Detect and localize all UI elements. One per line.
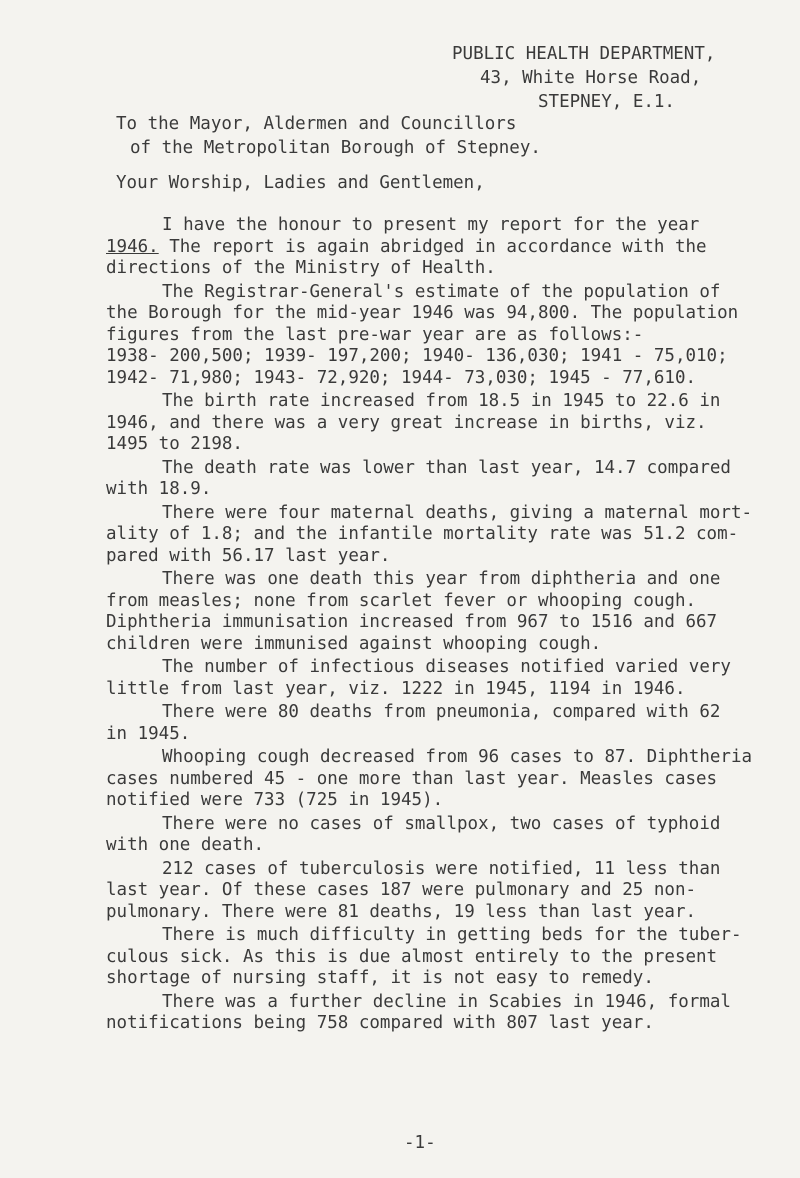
paragraph-line: notifications being 758 compared with 807 last year. [106,1013,654,1033]
paragraph-line [106,237,756,259]
paragraph-line: pulmonary. There were 81 deaths, 19 less than last year. [106,901,697,922]
paragraph-line: directions of the Ministry of Health. [106,258,496,278]
paragraph-line: The Registrar-General's estimate of the population of [162,281,721,302]
addressee-line-1: To the Mayor, Aldermen and Councillors [116,114,517,134]
paragraph [106,458,756,501]
paragraph-line: Diphtheria immunisation increased from 967 to 1516 and 667 [106,612,718,632]
paragraph [106,657,756,700]
paragraph-line: figures from the last pre-war year are as follows:- [106,324,644,345]
paragraph-line: There was one death this year from diphtheria and one [162,569,721,589]
paragraph-line: 1938- 200,500; 1939- 197,200; 1940- 136,030; 1941 - 75,010; [106,346,728,366]
paragraph-line: ality of 1.8; and the infantile mortality rate was 51.2 com- [106,524,739,544]
salutation: Your Worship, Ladies and Gentlemen, [116,173,485,193]
paragraph-line: There were four maternal deaths, giving a maternal mort- [162,502,753,523]
paragraph-line: pared with 56.17 last year. [106,545,391,566]
paragraph-line: 1946, and there was a very great increase in births, viz. [106,412,707,433]
street-address: 43, White Horse Road, [480,68,702,88]
paragraph [106,925,756,990]
paragraph-line: children were immunised against whooping cough. [106,633,602,654]
paragraph-line: shortage of nursing staff, it is not easy to remedy. [106,968,654,988]
paragraph [106,569,756,655]
paragraph-line: last year. Of these cases 187 were pulmonary and 25 non- [106,880,697,900]
paragraph-line: culous sick. As this is due almost entirely to the present [106,946,718,967]
report-year: 1946. [106,236,159,257]
paragraph-line: There were no cases of smallpox, two cases of typhoid [162,813,721,834]
district-address: STEPNEY, E.1. [538,92,675,112]
paragraph-line: the Borough for the mid-year 1946 was 94,800. The population [106,303,739,323]
paragraph-line: cases numbered 45 - one more than last year. Measles cases [106,768,718,789]
paragraph-line: The number of infectious diseases notified varied very [162,657,731,677]
paragraph [106,814,756,857]
paragraph-line: There were 80 deaths from pneumonia, compared with 62 [162,702,721,722]
paragraph-line: 1942- 71,980; 1943- 72,920; 1944- 73,030; 1945 - 77,610. [106,367,697,388]
report-body [106,215,756,1035]
page-number: -1- [404,1133,436,1153]
paragraph [106,702,756,745]
paragraph [106,282,756,390]
paragraph-line: The death rate was lower than last year, 14.7 compared [162,457,731,478]
paragraph-line: There was a further decline in Scabies in 1946, formal [162,991,731,1012]
paragraph-line: with one death. [106,835,265,855]
paragraph-line: with 18.9. [106,479,212,499]
paragraph [106,859,756,924]
paragraph-line: There is much difficulty in getting beds for the tuber- [162,925,742,945]
paragraph [106,992,756,1035]
paragraph-line: 212 cases of tuberculosis were notified, 11 less than [162,858,721,879]
paragraph-line: The birth rate increased from 18.5 in 1945 to 22.6 in [162,391,721,411]
addressee-line-2: of the Metropolitan Borough of Stepney. [130,138,541,158]
paragraph [106,503,756,568]
paragraph [106,391,756,456]
paragraph-line: Whooping cough decreased from 96 cases to 87. Diphtheria [162,747,753,767]
paragraph-line: notified were 733 (725 in 1945). [106,790,444,810]
paragraph-line: 1495 to 2198. [106,434,243,454]
paragraph-line: from measles; none from scarlet fever or whooping cough. [106,590,697,611]
paragraph-line: I have the honour to present my report for the year [162,215,700,235]
department-name: PUBLIC HEALTH DEPARTMENT, [452,44,716,64]
paragraph-line-text: The report is again abridged in accordance with the [158,236,707,257]
paragraph [106,747,756,812]
paragraph-line: in 1945. [106,723,191,744]
paragraph [106,215,756,280]
paragraph-line: little from last year, viz. 1222 in 1945, 1194 in 1946. [106,678,686,699]
